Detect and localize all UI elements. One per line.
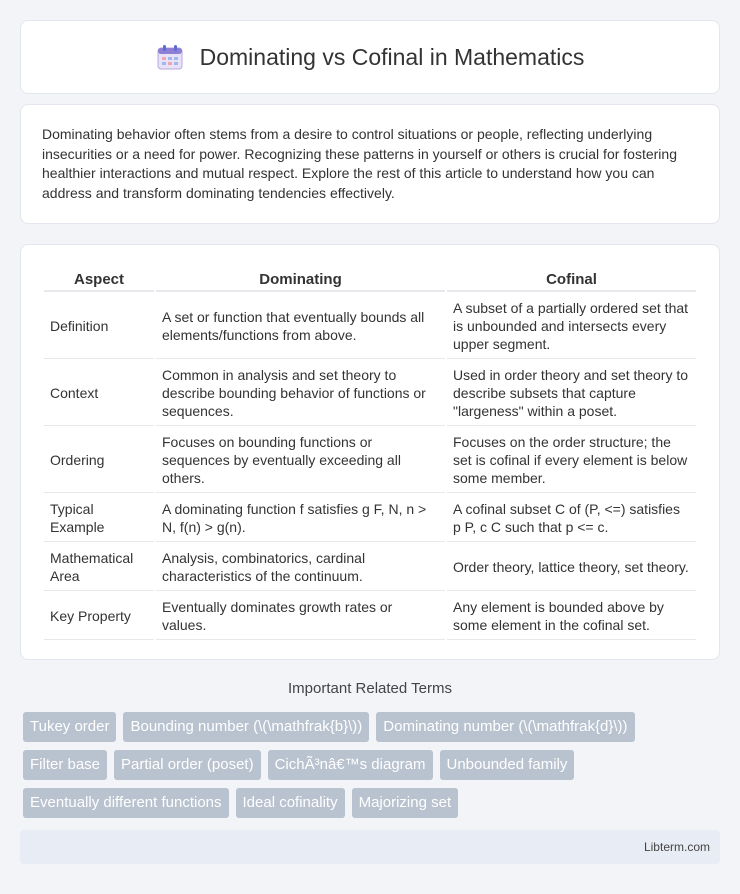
cell-aspect: Mathematical Area xyxy=(44,544,154,591)
related-terms-list xyxy=(23,712,723,818)
table-row xyxy=(44,593,696,640)
cell-aspect: Key Property xyxy=(44,593,154,640)
related-term-tag[interactable]: Bounding number (\(\mathfrak{b}\)) xyxy=(123,712,369,742)
title-card xyxy=(20,20,720,94)
cell-aspect: Typical Example xyxy=(44,495,154,542)
related-term-tag[interactable]: Eventually different functions xyxy=(23,788,229,818)
related-term-tag[interactable]: Majorizing set xyxy=(352,788,459,818)
cell-aspect: Definition xyxy=(44,294,154,359)
footer-site-link[interactable]: Libterm.com xyxy=(643,840,710,854)
cell-aspect: Context xyxy=(44,361,154,426)
table-row xyxy=(44,495,696,542)
cell-dominating: Analysis, combinatorics, cardinal characteristics of the continuum. xyxy=(156,544,445,591)
related-term-tag[interactable]: Tukey order xyxy=(23,712,116,742)
table-header-row xyxy=(44,267,696,292)
related-term-tag[interactable]: Partial order (poset) xyxy=(114,750,261,780)
cell-dominating: Focuses on bounding functions or sequences by eventually exceeding all others. xyxy=(156,428,445,493)
table-row xyxy=(44,428,696,493)
comparison-card xyxy=(20,244,720,660)
related-term-tag[interactable]: CichÃ³nâ€™s diagram xyxy=(268,750,433,780)
cell-cofinal: A subset of a partially ordered set that is unbounded and intersects every upper segment. xyxy=(447,294,696,359)
footer xyxy=(20,830,720,864)
cell-aspect: Ordering xyxy=(44,428,154,493)
title-wrap xyxy=(156,44,585,71)
cell-cofinal: Order theory, lattice theory, set theory. xyxy=(447,544,696,591)
header-cofinal: Cofinal xyxy=(447,267,696,292)
calendar-icon xyxy=(156,44,184,70)
related-term-tag[interactable]: Filter base xyxy=(23,750,107,780)
table-row xyxy=(44,294,696,359)
cell-dominating: A set or function that eventually bounds all elements/functions from above. xyxy=(156,294,445,359)
table-row xyxy=(44,544,696,591)
table-row xyxy=(44,361,696,426)
related-term-tag[interactable]: Dominating number (\(\mathfrak{d}\)) xyxy=(376,712,634,742)
related-term-tag[interactable]: Ideal cofinality xyxy=(236,788,345,818)
header-aspect: Aspect xyxy=(44,267,154,292)
related-term-tag[interactable]: Unbounded family xyxy=(440,750,575,780)
intro-card xyxy=(20,104,720,224)
header-dominating: Dominating xyxy=(156,267,445,292)
cell-cofinal: Used in order theory and set theory to describe subsets that capture "largeness" within a poset. xyxy=(447,361,696,426)
cell-cofinal: Any element is bounded above by some element in the cofinal set. xyxy=(447,593,696,640)
comparison-table xyxy=(42,265,698,642)
cell-cofinal: A cofinal subset C of (P, <=) satisfies p P, c C such that p <= c. xyxy=(447,495,696,542)
related-terms-title: Important Related Terms xyxy=(288,680,452,697)
intro-text: Dominating behavior often stems from a desire to control situations or people, reflecting underlying insecurities or a need for power. Recognizing these patterns in yourself or others is crucial for fostering healthier interactions and mutual respect. Explore the rest of this article to understand how you can address and transform dominating tendencies effectively. xyxy=(42,126,677,201)
cell-dominating: Eventually dominates growth rates or values. xyxy=(156,593,445,640)
page-title: Dominating vs Cofinal in Mathematics xyxy=(199,43,585,70)
cell-dominating: Common in analysis and set theory to describe bounding behavior of functions or sequences. xyxy=(156,361,445,426)
cell-dominating: A dominating function f satisfies g F, N, n > N, f(n) > g(n). xyxy=(156,495,445,542)
cell-cofinal: Focuses on the order structure; the set is cofinal if every element is below some member. xyxy=(447,428,696,493)
